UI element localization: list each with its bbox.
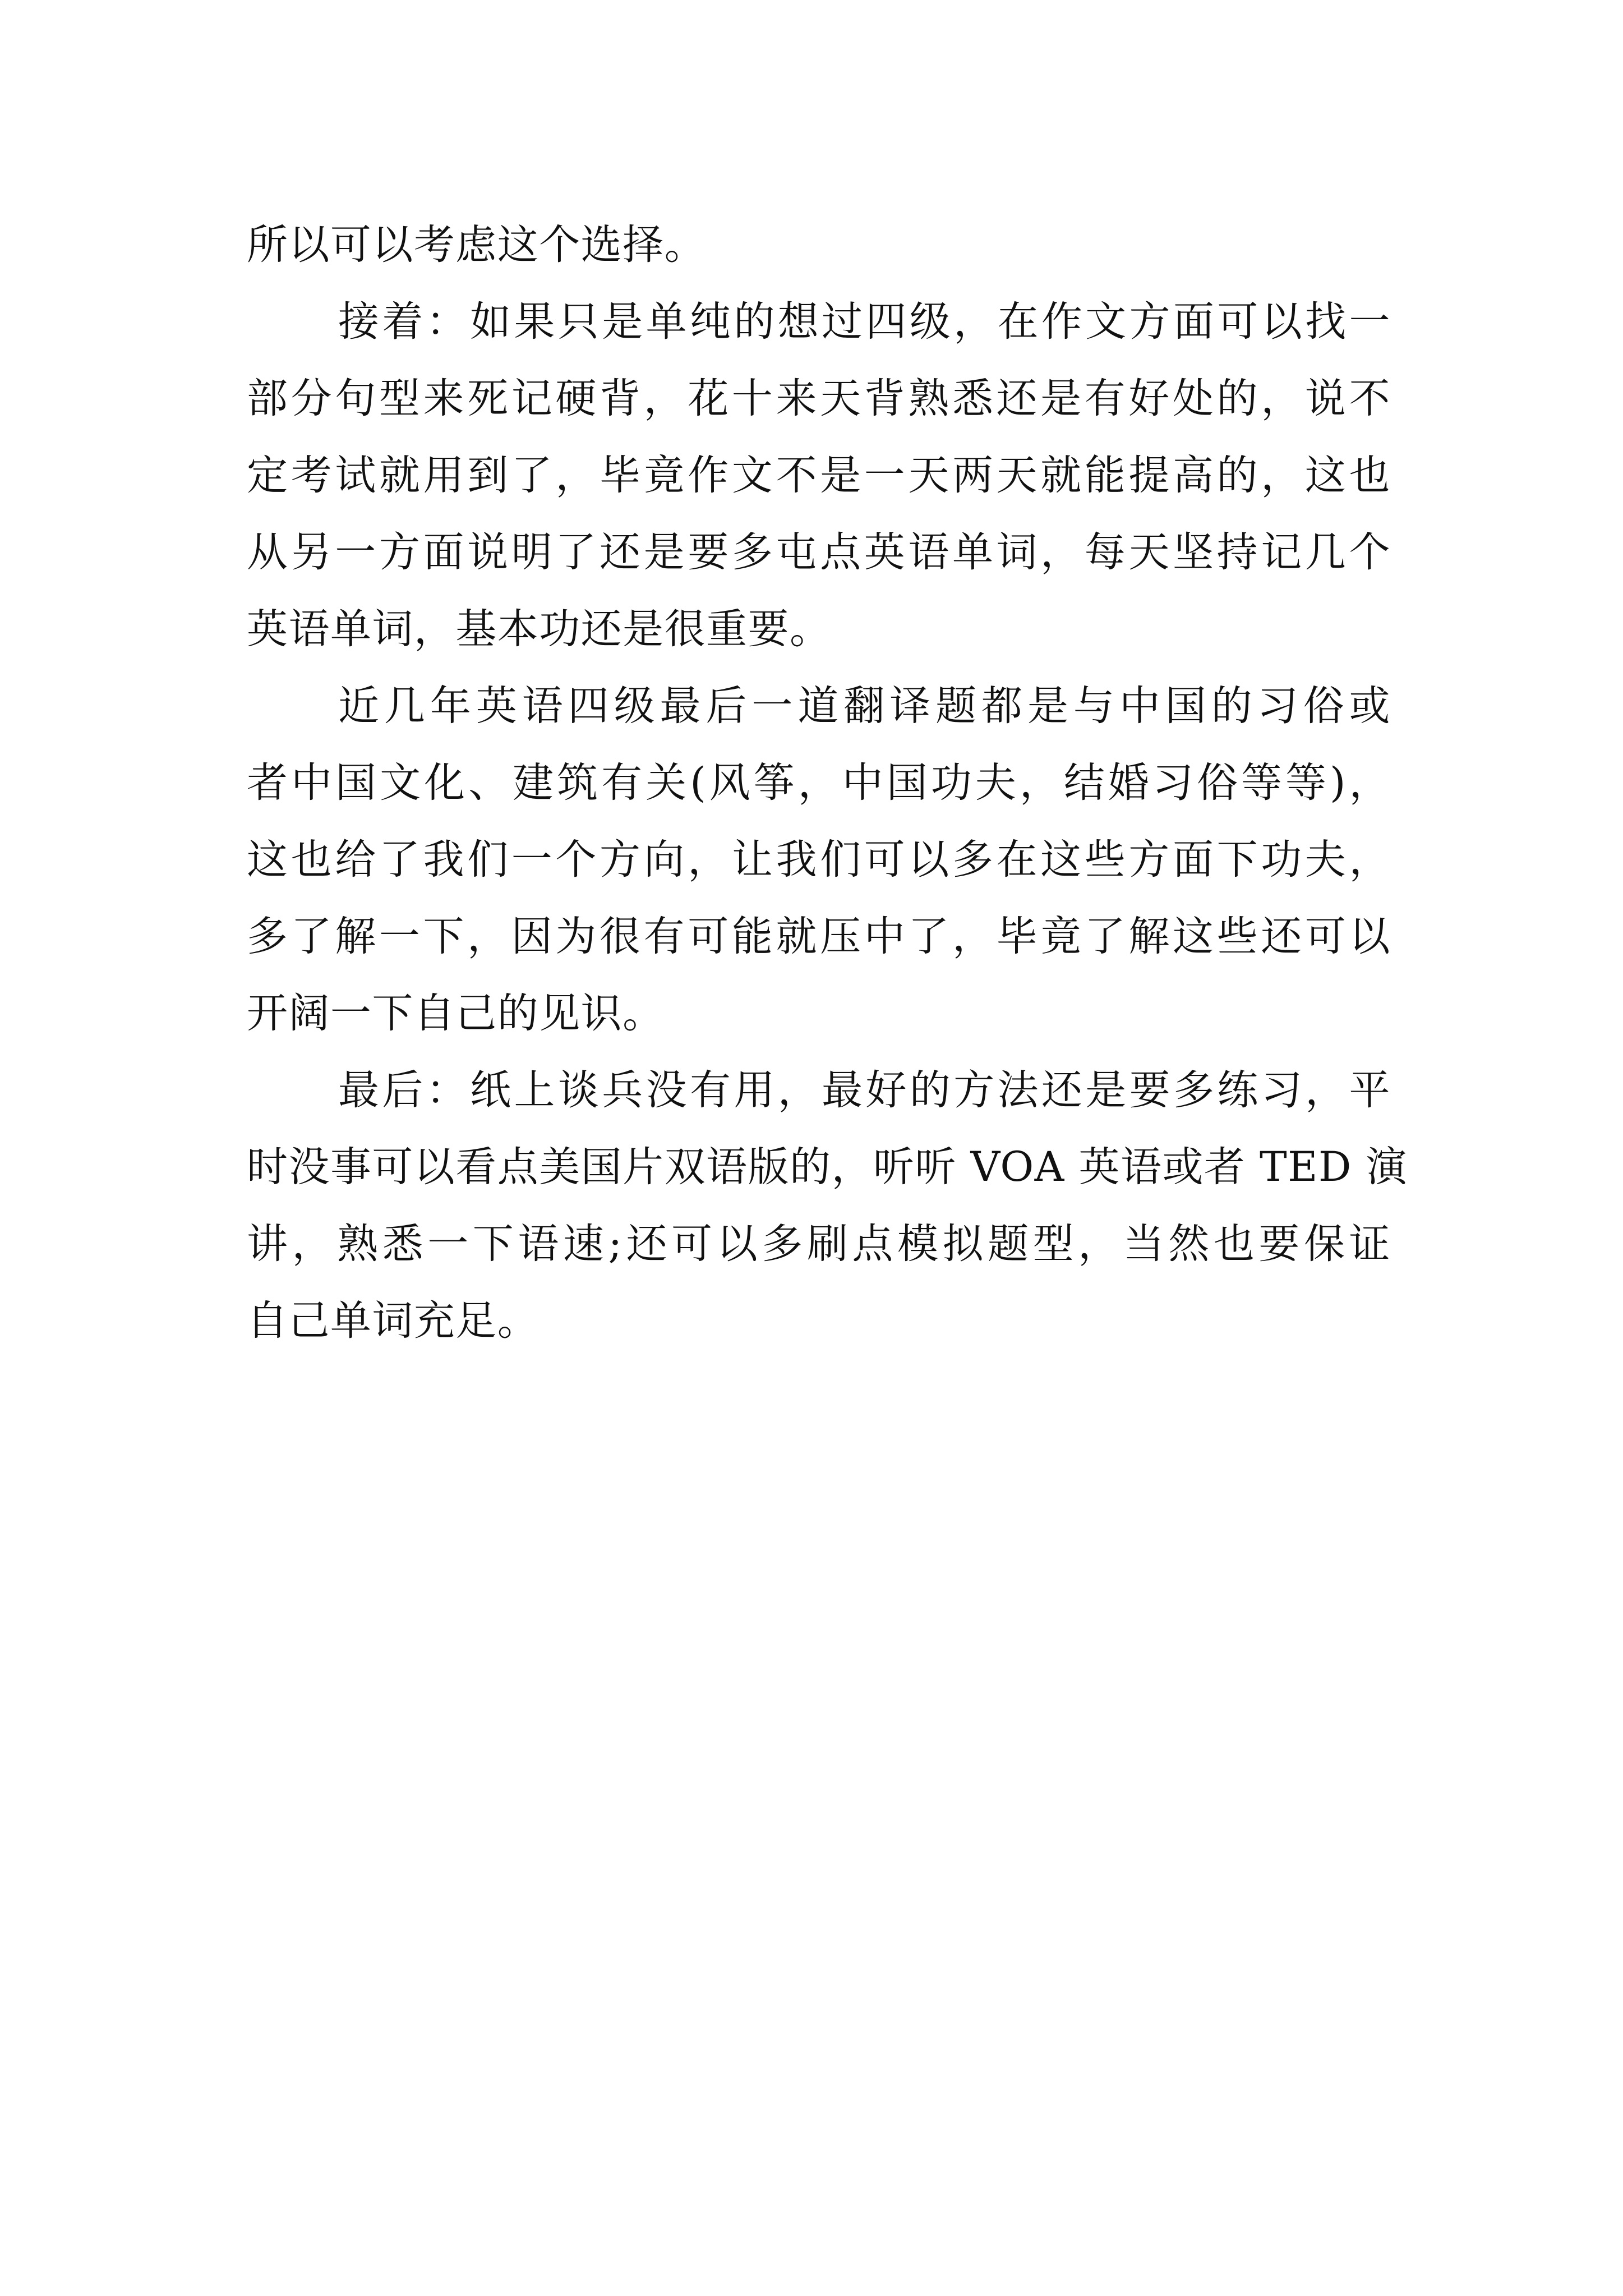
text-line: 接着：如果只是单纯的想过四级，在作文方面可以找一 (338, 298, 1391, 346)
paragraph-3 (247, 668, 1391, 1052)
text-line: 近几年英语四级最后一道翻译题都是与中国的习俗或 (338, 682, 1391, 730)
text-line: 自己单词充足。 (247, 1297, 540, 1345)
body-text (247, 206, 1408, 1359)
text-line: 从另一方面说明了还是要多屯点英语单词，每天坚持记几个 (247, 528, 1391, 576)
text-line: 开阔一下自己的见识。 (247, 990, 665, 1037)
text-line: 英语单词，基本功还是很重要。 (247, 605, 832, 653)
text-line: 部分句型来死记硬背，花十来天背熟悉还是有好处的，说不 (247, 375, 1391, 422)
text-line: 者中国文化、建筑有关(风筝，中国功夫，结婚习俗等等)， (247, 759, 1391, 807)
paragraph-2 (247, 283, 1391, 668)
text-line: 这也给了我们一个方向，让我们可以多在这些方面下功夫， (247, 836, 1391, 884)
text-line: 多了解一下，因为很有可能就压中了，毕竟了解这些还可以 (247, 913, 1391, 960)
paragraph-1 (247, 206, 1391, 283)
text-line: 讲，熟悉一下语速;还可以多刷点模拟题型，当然也要保证 (247, 1220, 1391, 1268)
paragraph-4 (247, 1052, 1408, 1359)
text-line: 定考试就用到了，毕竟作文不是一天两天就能提高的，这也 (247, 452, 1391, 499)
text-line: 所以可以考虑这个选择。 (247, 221, 707, 269)
text-line: 最后：纸上谈兵没有用，最好的方法还是要多练习，平 (338, 1066, 1391, 1114)
text-line: 时没事可以看点美国片双语版的，听听 VOA 英语或者 TED 演 (247, 1143, 1408, 1191)
